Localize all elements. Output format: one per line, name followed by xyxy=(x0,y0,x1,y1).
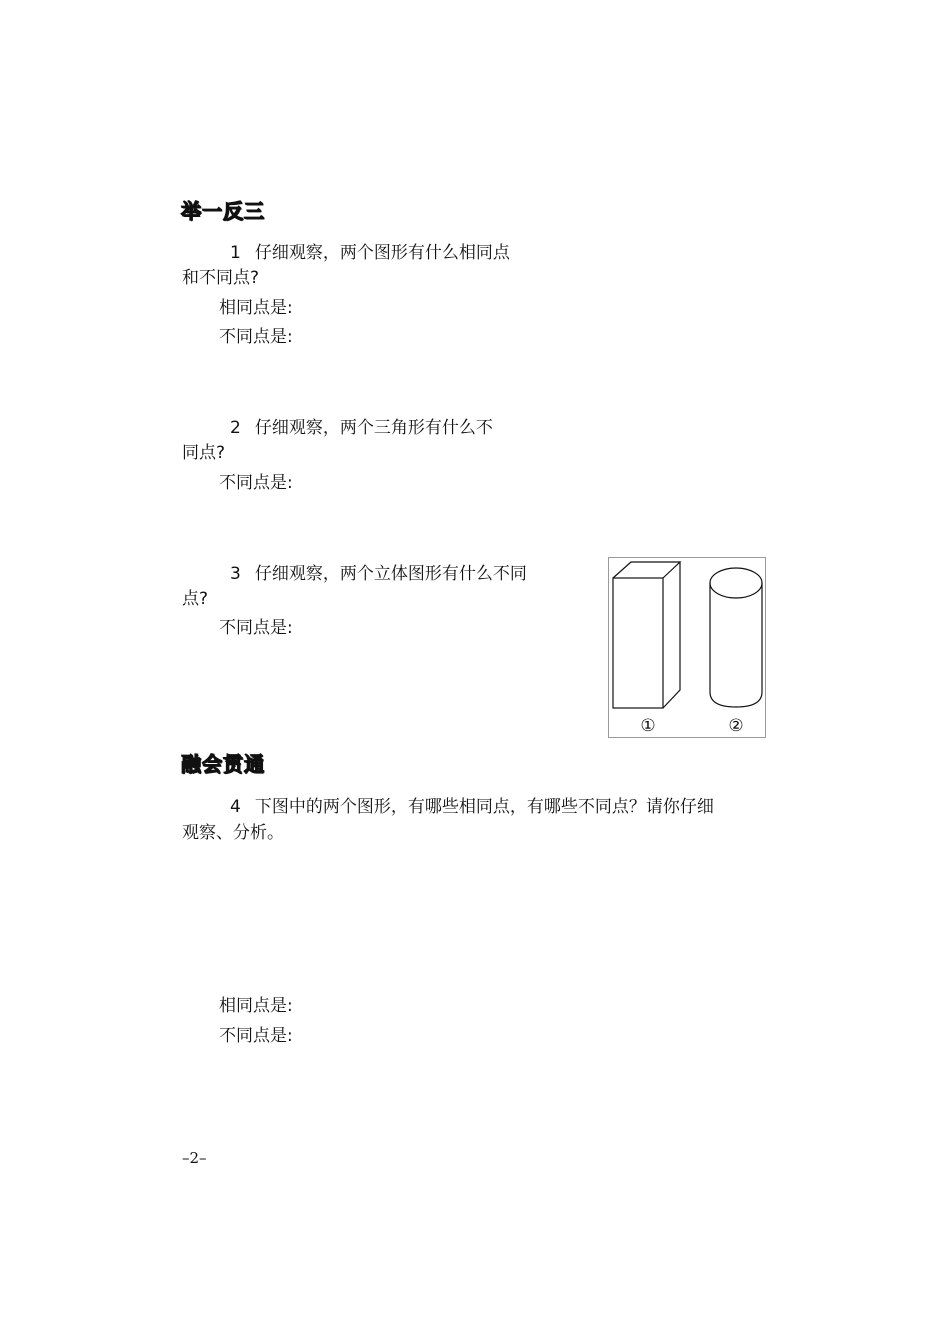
q2-number: 2 xyxy=(230,418,241,438)
q3-number: 3 xyxy=(230,564,241,584)
q1-text xyxy=(230,243,510,263)
q1-diff-label: 不同点是: xyxy=(219,327,293,347)
q2-diff-label: 不同点是: xyxy=(219,473,293,493)
q2-text-line2: 同点? xyxy=(182,443,226,463)
cuboid-shape xyxy=(613,562,680,708)
q4-text-line1: 下图中的两个图形，有哪些相同点，有哪些不同点？请你仔细 xyxy=(254,797,714,817)
q1-text-line1: 仔细观察，两个图形有什么相同点 xyxy=(254,243,510,263)
q3-text-line2: 点? xyxy=(182,589,209,609)
figure-label-2: ② xyxy=(728,716,744,736)
q2-text xyxy=(230,418,493,438)
q1-number: 1 xyxy=(230,243,241,263)
solid-figures-diagram xyxy=(608,557,766,738)
q3-text xyxy=(230,564,527,584)
section-title-1: 举一反三 xyxy=(181,199,265,223)
q4-same-label: 相同点是: xyxy=(219,996,293,1016)
q4-text-line2: 观察、分析。 xyxy=(182,823,284,843)
q4-text xyxy=(230,797,714,817)
section-title-2: 融会贯通 xyxy=(181,752,265,776)
q4-number: 4 xyxy=(230,797,241,817)
q2-text-line1: 仔细观察，两个三角形有什么不 xyxy=(254,418,493,438)
q1-text-line2: 和不同点? xyxy=(182,268,260,288)
q4-diff-label: 不同点是: xyxy=(219,1026,293,1046)
q1-same-label: 相同点是: xyxy=(219,298,293,318)
cylinder-shape xyxy=(710,568,762,707)
solid-figures-svg xyxy=(609,558,765,737)
page-number: –2– xyxy=(182,1149,207,1167)
figure-label-1: ① xyxy=(640,716,656,736)
q3-diff-label: 不同点是: xyxy=(219,618,293,638)
q3-text-line1: 仔细观察，两个立体图形有什么不同 xyxy=(254,564,527,584)
